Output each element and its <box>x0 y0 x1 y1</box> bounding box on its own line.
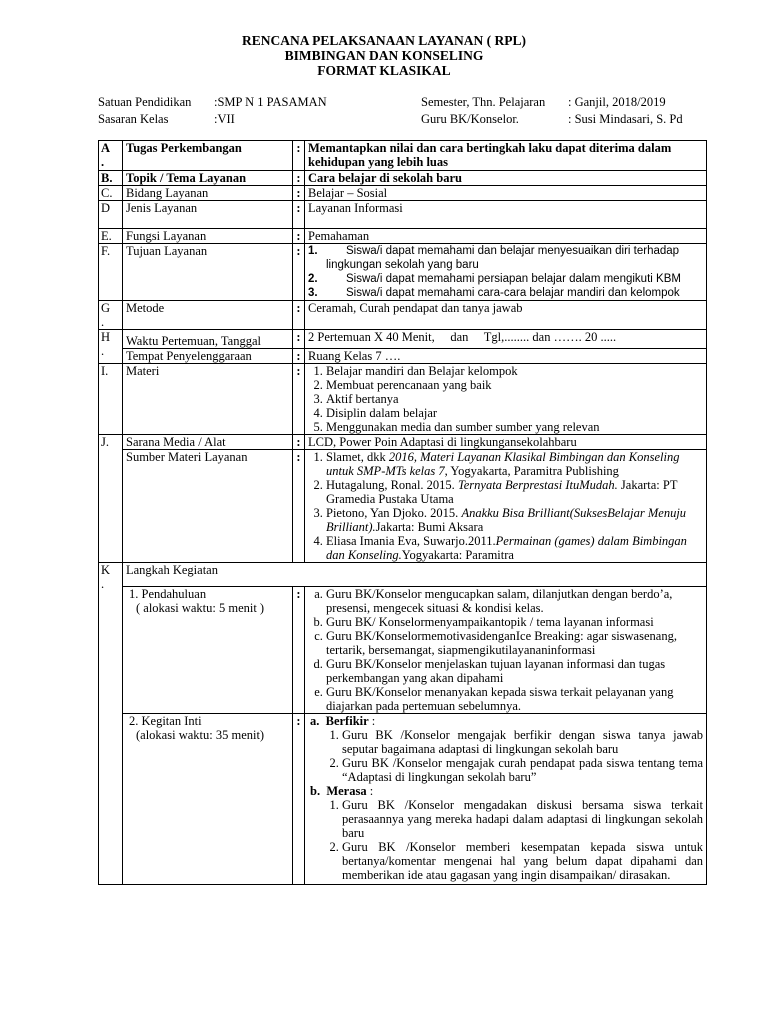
jenis-value: Layanan Informasi <box>305 201 707 229</box>
row-letter: I. <box>99 364 123 435</box>
list-item: 3. Aktif bertanya <box>326 392 703 406</box>
colon: : <box>293 714 305 885</box>
list-item: 1. Guru BK /Konselor mengadakan diskusi bersama siswa terkait perasaannya yang mereka hadapi dalam adaptasi di lingkungan sekolah baru <box>342 798 703 840</box>
list-item: b. Guru BK/ Konselormenyampaikantopik / tema layanan informasi <box>326 615 703 629</box>
row-j2 <box>99 450 707 563</box>
tujuan-list <box>305 244 707 301</box>
sasaran-label: Sasaran Kelas <box>98 112 169 126</box>
list-item: 4. Eliasa Imania Eva, Suwarjo.2011.Permainan (games) dalam Bimbingan dan Konseling.Yogyakarta: Paramitra <box>326 534 703 562</box>
colon: : <box>293 435 305 450</box>
row-k2 <box>99 714 707 885</box>
topik-value: Cara belajar di sekolah baru <box>305 171 707 186</box>
row-label: Tugas Perkembangan <box>123 141 293 171</box>
colon: : <box>293 141 305 171</box>
list-item: d. Guru BK/Konselor menjelaskan tujuan layanan informasi dan tugas perkembangan yang akan dipahami <box>326 657 703 685</box>
colon: : <box>293 186 305 201</box>
tugas-value: Memantapkan nilai dan cara bertingkah laku dapat diterima dalam kehidupan yang lebih luas <box>305 141 707 171</box>
row-label: Jenis Layanan <box>123 201 293 229</box>
row-letter: F. <box>99 244 123 301</box>
row-dot: . <box>101 315 105 329</box>
row-label: Tujuan Layanan <box>123 244 293 301</box>
inti-time: (alokasi waktu: 35 menit) <box>136 728 265 742</box>
list-item: 2. Guru BK /Konselor memberi kesempatan kepada siswa untuk bertanya/komentar mengenai hal yang belum dapat dipahami dan memberikan ide atau gagasan yang ingin disampaikan/ dirasakan. <box>342 840 703 882</box>
colon: : <box>293 229 305 244</box>
row-h <box>99 330 707 349</box>
semester-value: : Ganjil, 2018/2019 <box>568 95 666 109</box>
colon: : <box>293 244 305 301</box>
row-label: Topik / Tema Layanan <box>123 171 293 186</box>
list-item: 4. Disiplin dalam belajar <box>326 406 703 420</box>
berfikir-heading: a. Berfikir : <box>310 714 376 728</box>
merasa-heading: b. Merasa : <box>310 784 374 798</box>
row-label: Tempat Penyelenggaraan <box>123 349 293 364</box>
row-k1 <box>99 587 707 714</box>
row-letter: A <box>101 141 111 155</box>
guru-label: Guru BK/Konselor. <box>421 112 519 126</box>
list-item: 2. Membuat perencanaan yang baik <box>326 378 703 392</box>
row-letter: K <box>101 563 111 577</box>
bidang-value: Belajar – Sosial <box>305 186 707 201</box>
colon: : <box>293 587 305 714</box>
row-letter: G <box>101 301 111 315</box>
colon: : <box>293 450 305 563</box>
doc-format: FORMAT KLASIKAL <box>317 63 451 78</box>
list-item: 2. Siswa/i dapat memahami persiapan belajar dalam mengikuti KBM <box>308 273 681 285</box>
row-label: Metode <box>123 301 293 330</box>
row-label: Waktu Pertemuan, Tanggal <box>123 330 293 349</box>
list-item: 5. Menggunakan media dan sumber sumber yang relevan <box>326 420 703 434</box>
sarana-value: LCD, Power Poin Adaptasi di lingkungansekolahbaru <box>305 435 707 450</box>
list-item: 1. Guru BK /Konselor mengajak berfikir dengan siswa tanya jawab seputar bagaimana adaptasi di lingkungan sekolah baru <box>342 728 703 756</box>
row-letter: J. <box>99 435 123 563</box>
row-letter: B. <box>99 171 123 186</box>
colon: : <box>293 171 305 186</box>
sasaran-value: :VII <box>214 112 235 126</box>
row-label: Langkah Kegiatan <box>123 563 707 587</box>
pendahuluan-time: ( alokasi waktu: 5 menit ) <box>136 601 265 615</box>
row-i <box>99 364 707 435</box>
row-letter: H <box>101 330 111 344</box>
satuan-label: Satuan Pendidikan <box>98 95 192 109</box>
row-label: Sarana Media / Alat <box>123 435 293 450</box>
satuan-value: :SMP N 1 PASAMAN <box>214 95 327 109</box>
inti-label: 2. Kegitan Inti <box>129 714 202 728</box>
row-d <box>99 201 707 229</box>
row-label: Fungsi Layanan <box>123 229 293 244</box>
row-f <box>99 244 707 301</box>
doc-subtitle: BIMBINGAN DAN KONSELING <box>284 48 484 63</box>
rpl-table <box>98 140 707 885</box>
colon: : <box>293 301 305 330</box>
row-e <box>99 229 707 244</box>
colon: : <box>293 364 305 435</box>
colon: : <box>293 201 305 229</box>
row-a <box>99 141 707 171</box>
inti-content <box>305 714 707 885</box>
tempat-value: Ruang Kelas 7 …. <box>305 349 707 364</box>
list-item: 1. Belajar mandiri dan Belajar kelompok <box>326 364 703 378</box>
row-j <box>99 435 707 450</box>
list-item: a. Guru BK/Konselor mengucapkan salam, dilanjutkan dengan berdo’a, presensi, mengecek situasi & kondisi kelas. <box>326 587 703 615</box>
guru-value: : Susi Mindasari, S. Pd <box>568 112 683 126</box>
semester-label: Semester, Thn. Pelajaran <box>421 95 546 109</box>
row-h2 <box>99 349 707 364</box>
row-label: Bidang Layanan <box>123 186 293 201</box>
row-c <box>99 186 707 201</box>
row-letter: C. <box>99 186 123 201</box>
list-item: 2. Hutagalung, Ronal. 2015. Ternyata Berprestasi ItuMudah. Jakarta: PT Gramedia Pustaka Utama <box>326 478 703 506</box>
materi-list <box>305 364 707 435</box>
pendahuluan-list <box>305 587 707 714</box>
row-dot: . <box>101 577 105 591</box>
row-dot: . <box>101 344 105 358</box>
row-letter: E. <box>99 229 123 244</box>
list-item: 2. Guru BK /Konselor mengajak curah pendapat pada siswa tentang tema “Adaptasi di lingkungan sekolah baru” <box>342 756 703 784</box>
row-label: Sumber Materi Layanan <box>123 450 293 563</box>
waktu-value: 2 Pertemuan X 40 Menit, dan Tgl,........ dan ……. 20 ..... <box>305 330 707 349</box>
list-item: 1. Siswa/i dapat memahami dan belajar menyesuaikan diri terhadap lingkungan sekolah yang baru <box>308 245 680 271</box>
list-item: 3. Siswa/i dapat memahami cara-cara belajar mandiri dan kelompok <box>308 287 680 299</box>
doc-title: RENCANA PELAKSANAAN LAYANAN ( RPL) <box>241 33 527 48</box>
metode-value: Ceramah, Curah pendapat dan tanya jawab <box>305 301 707 330</box>
list-item: c. Guru BK/KonselormemotivasidenganIce Breaking: agar siswasenang, tertarik, bersemangat, siapmengikutilayananinformasi <box>326 629 703 657</box>
row-k <box>99 563 707 587</box>
sumber-list <box>305 450 707 563</box>
row-g <box>99 301 707 330</box>
colon: : <box>293 349 305 364</box>
pendahuluan-label: 1. Pendahuluan <box>129 587 207 601</box>
list-item: e. Guru BK/Konselor menanyakan kepada siswa terkait pelayanan yang diajarkan pada pertemuan sebelumnya. <box>326 685 703 713</box>
list-item: 1. Slamet, dkk 2016, Materi Layanan Klasikal Bimbingan dan Konseling untuk SMP-MTs kelas 7, Yogyakarta, Paramitra Publishing <box>326 450 703 478</box>
colon: : <box>293 330 305 349</box>
fungsi-value: Pemahaman <box>305 229 707 244</box>
row-letter: D <box>99 201 123 229</box>
row-dot: . <box>101 155 105 169</box>
list-item: 3. Pietono, Yan Djoko. 2015. Anakku Bisa Brilliant(SuksesBelajar Menuju Brilliant).Jakarta: Bumi Aksara <box>326 506 703 534</box>
row-b <box>99 171 707 186</box>
row-label: Materi <box>123 364 293 435</box>
